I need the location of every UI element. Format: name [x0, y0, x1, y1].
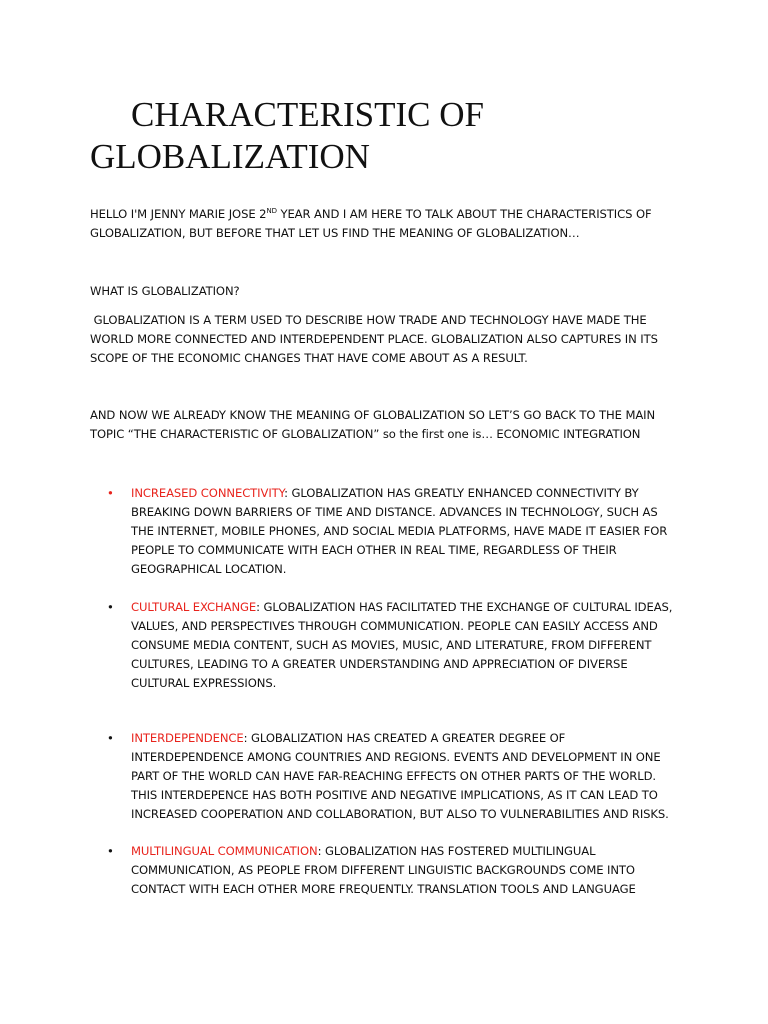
term-description: : GLOBALIZATION HAS FOSTERED MULTILINGUAL COMMUNICATION, AS PEOPLE FROM DIFFERENT LINGUISTIC BACKGROUNDS COME INTO CONTACT WITH EACH OTHER MORE FREQUENTLY. TRANSLATION TOOLS AND LANGUAGE [131, 844, 636, 896]
term-label: INCREASED CONNECTIVITY [131, 486, 285, 500]
intro-text-start: HELLO I'M JENNY MARIE JOSE 2 [90, 207, 267, 221]
title-line-2: GLOBALIZATION [90, 137, 370, 176]
question-heading: WHAT IS GLOBALIZATION? [90, 284, 240, 298]
ordinal-superscript: ND [266, 207, 277, 215]
transition-paragraph: AND NOW WE ALREADY KNOW THE MEANING OF GLOBALIZATION SO LET’S GO BACK TO THE MAIN TOPIC “THE CHARACTERISTIC OF GLOBALIZATION” so the first one is… ECONOMIC INTEGRATION [90, 408, 656, 441]
document-title [90, 94, 710, 178]
list-item-text [131, 598, 676, 693]
bullet-icon: • [107, 486, 114, 500]
term-label: MULTILINGUAL COMMUNICATION [131, 844, 318, 858]
term-description: : GLOBALIZATION HAS GREATLY ENHANCED CONNECTIVITY BY BREAKING DOWN BARRIERS OF TIME AND DISTANCE. ADVANCES IN TECHNOLOGY, SUCH AS THE INTERNET, MOBILE PHONES, AND SOCIAL MEDIA PLATFORMS, HAVE MADE IT EASIER FOR PEOPLE TO COMMUNICATE WITH EACH OTHER IN REAL TIME, REGARDLESS OF THEIR GEOGRAPHICAL LOCATION. [131, 486, 668, 576]
term-description: : GLOBALIZATION HAS CREATED A GREATER DEGREE OF INTERDEPENDENCE AMONG COUNTRIES AND REGIONS. EVENTS AND DEVELOPMENT IN ONE PART OF THE WORLD CAN HAVE FAR-REACHING EFFECTS ON OTHER PARTS OF THE WORLD. THIS INTERDEPENCE HAS BOTH POSITIVE AND NEGATIVE IMPLICATIONS, AS IT CAN LEAD TO INCREASED COOPERATION AND COLLABORATION, BUT ALSO TO VULNERABILITIES AND RISKS. [131, 731, 669, 821]
bullet-icon: • [107, 844, 114, 858]
term-description: : GLOBALIZATION HAS FACILITATED THE EXCHANGE OF CULTURAL IDEAS, VALUES, AND PERSPECTIVES THROUGH COMMUNICATION. PEOPLE CAN EASILY ACCESS AND CONSUME MEDIA CONTENT, SUCH AS MOVIES, MUSIC, AND LITERATURE, FROM DIFFERENT CULTURES, LEADING TO A GREATER UNDERSTANDING AND APPRECIATION OF DIVERSE CULTURAL EXPRESSIONS. [131, 600, 673, 690]
list-item-text [131, 484, 676, 579]
intro-paragraph [90, 205, 680, 243]
title-line-1: CHARACTERISTIC OF [131, 95, 484, 134]
term-label: CULTURAL EXCHANGE [131, 600, 257, 614]
intro-text-end: YEAR AND I AM HERE TO TALK ABOUT THE CHARACTERISTICS OF GLOBALIZATION, BUT BEFORE THAT LET US FIND THE MEANING OF GLOBALIZATION… [90, 207, 652, 240]
bullet-icon: • [107, 731, 114, 745]
term-label: INTERDEPENDENCE [131, 731, 244, 745]
bullet-icon: • [107, 600, 114, 614]
list-item-text [131, 842, 676, 899]
definition-paragraph: GLOBALIZATION IS A TERM USED TO DESCRIBE HOW TRADE AND TECHNOLOGY HAVE MADE THE WORLD MORE CONNECTED AND INTERDEPENDENT PLACE. GLOBALIZATION ALSO CAPTURES IN ITS SCOPE OF THE ECONOMIC CHANGES THAT HAVE COME ABOUT AS A RESULT. [90, 313, 662, 365]
list-item-text [131, 729, 676, 824]
